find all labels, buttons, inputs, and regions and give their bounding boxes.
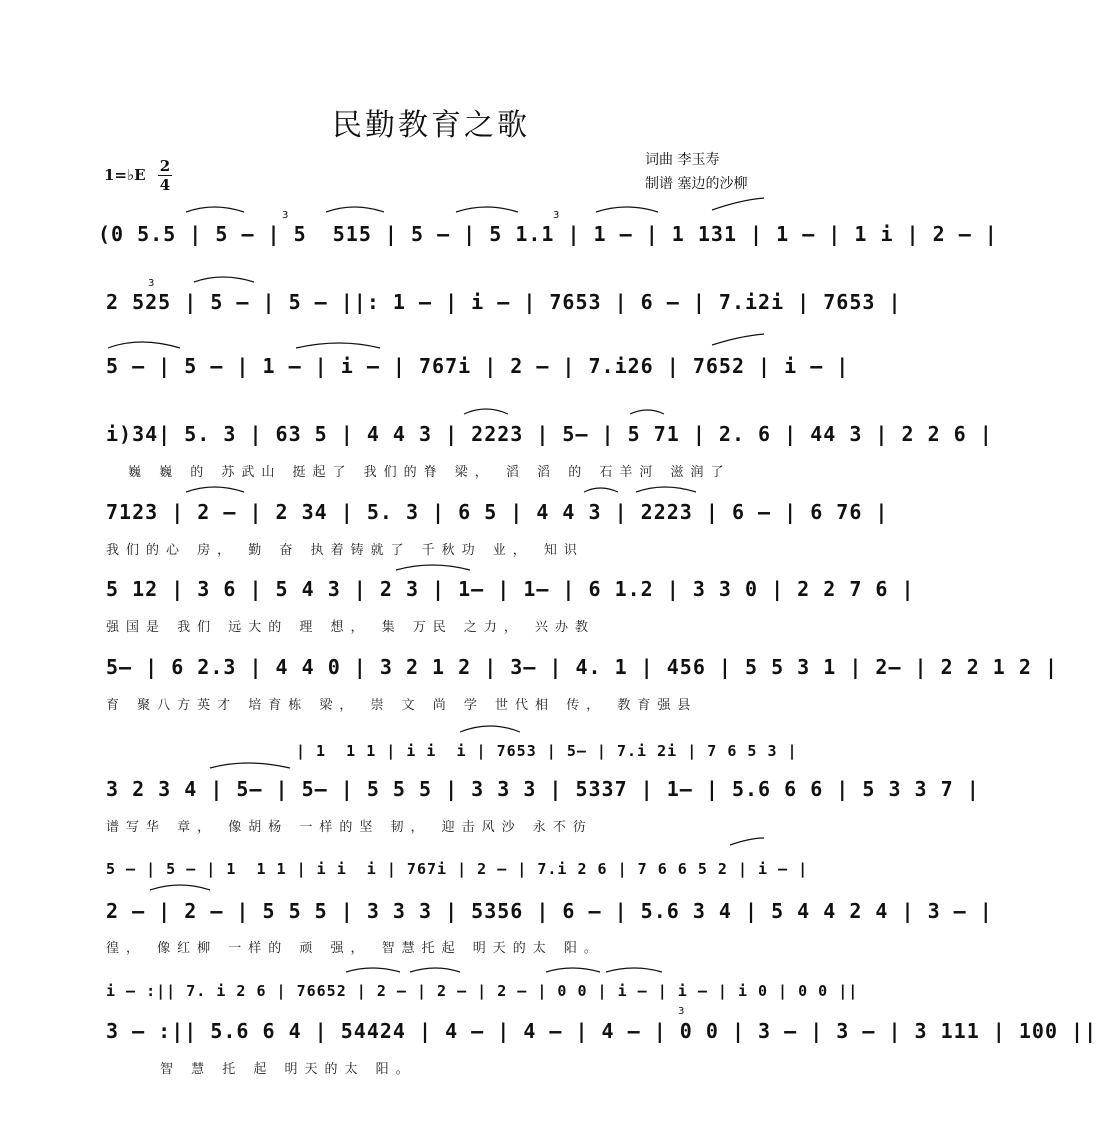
tie-mark [410,968,460,972]
lyric-line-5: 我们的心 房， 勤 奋 执着铸就了 千秋功 业， 知识 [106,543,584,558]
tie-mark [396,565,470,570]
triplet-mark: 3 [553,210,560,221]
tie-mark [186,487,244,492]
song-title: 民勤教育之歌 [332,108,530,143]
score-system-9: 2 – | 2 – | 5 5 5 | 3 3 3 | 5356 | 6 – | 5.6 3 4 | 5 4 4 2 4 | 3 – | [106,899,993,923]
slur-mark [460,726,520,732]
score-upper-part-8: | 1 1 1 | i i i | 7653 | 5– | 7.i 2i | 7 6 5 3 | [296,742,798,760]
tie-mark [186,207,244,212]
score-system-5: 7123 | 2 – | 2 34 | 5. 3 | 6 5 | 4 4 3 | 2223 | 6 – | 6 76 | [106,500,889,524]
slur-mark [630,410,664,414]
tie-mark [326,207,384,212]
lyric-line-6: 强国是 我们 远大的 理 想， 集 万民 之力， 兴办教 [106,620,596,635]
lyric-line-4: 巍 巍 的 苏武山 挺起了 我们的脊 梁， 滔 滔 的 石羊河 滋润了 [128,465,731,480]
tie-mark [596,207,658,212]
slur-mark [584,488,618,492]
score-system-1: (0 5.5 | 5 – | 5 515 | 5 – | 5 1.1 | 1 – | 1 131 | 1 – | 1 i | 2 – | [98,222,998,246]
score-system-4: i)34| 5. 3 | 63 5 | 4 4 3 | 2223 | 5– | 5 71 | 2. 6 | 44 3 | 2 2 6 | [106,422,993,446]
tie-mark [636,487,696,492]
tie-mark [150,885,210,890]
lyric-line-10: 智 慧 托 起 明天的太 阳。 [160,1062,416,1077]
triplet-mark: 3 [282,210,289,221]
tie-mark [194,277,254,282]
arranger: 制谱 塞边的沙柳 [645,176,748,192]
score-system-3: 5 – | 5 – | 1 – | i – | 767i | 2 – | 7.i26 | 7652 | i – | [106,354,850,378]
score-system-8: 3 2 3 4 | 5– | 5– | 5 5 5 | 3 3 3 | 5337 | 1– | 5.6 6 6 | 5 3 3 7 | [106,777,980,801]
tie-mark [346,968,400,972]
tie-mark [546,968,600,972]
score-system-10: 3 – :|| 5.6 6 4 | 54424 | 4 – | 4 – | 4 – | 0 0 | 3 – | 3 – | 3 111 | 100 || [106,1019,1097,1043]
lyric-line-9: 徨， 像红柳 一样的 顽 强， 智慧托起 明天的太 阳。 [106,941,604,956]
score-upper-part-10: i – :|| 7. i 2 6 | 76652 | 2 – | 2 – | 2 – | 0 0 | i – | i – | i 0 | 0 0 || [106,982,859,1000]
tie-mark [712,198,764,210]
lyric-line-8: 谱写华 章， 像胡杨 一样的坚 韧， 迎击风沙 永不彷 [106,820,593,835]
time-sig-bottom: 4 [159,176,171,194]
tie-mark [730,838,764,845]
tie-mark [296,343,380,348]
key-signature: 1=♭E [104,166,146,184]
time-sig-top: 2 [159,157,171,175]
score-system-2: 2 525 | 5 – | 5 – ||: 1 – | i – | 7653 | 6 – | 7.i2i | 7653 | [106,290,902,314]
score-system-7: 5– | 6 2.3 | 4 4 0 | 3 2 1 2 | 3– | 4. 1 | 456 | 5 5 3 1 | 2– | 2 2 1 2 | [106,655,1058,679]
tie-mark [108,342,180,348]
score-system-6: 5 12 | 3 6 | 5 4 3 | 2 3 | 1– | 1– | 6 1.2 | 3 3 0 | 2 2 7 6 | [106,577,915,601]
lyric-line-7: 育 聚八方英才 培育栋 梁， 崇 文 尚 学 世代相 传， 教育强县 [106,698,698,713]
tie-mark [210,763,290,768]
lyricist-composer: 词曲 李玉寿 [645,152,720,168]
tie-mark [712,334,764,345]
score-upper-part-9: 5 – | 5 – | 1 1 1 | i i i | 767i | 2 – | 7.i 2 6 | 7 6 6 5 2 | i – | [106,860,809,878]
triplet-mark: 3 [148,278,155,289]
triplet-mark: 3 [678,1006,685,1017]
slur-mark [464,409,508,414]
tie-mark [456,207,518,212]
tie-mark [606,968,662,972]
